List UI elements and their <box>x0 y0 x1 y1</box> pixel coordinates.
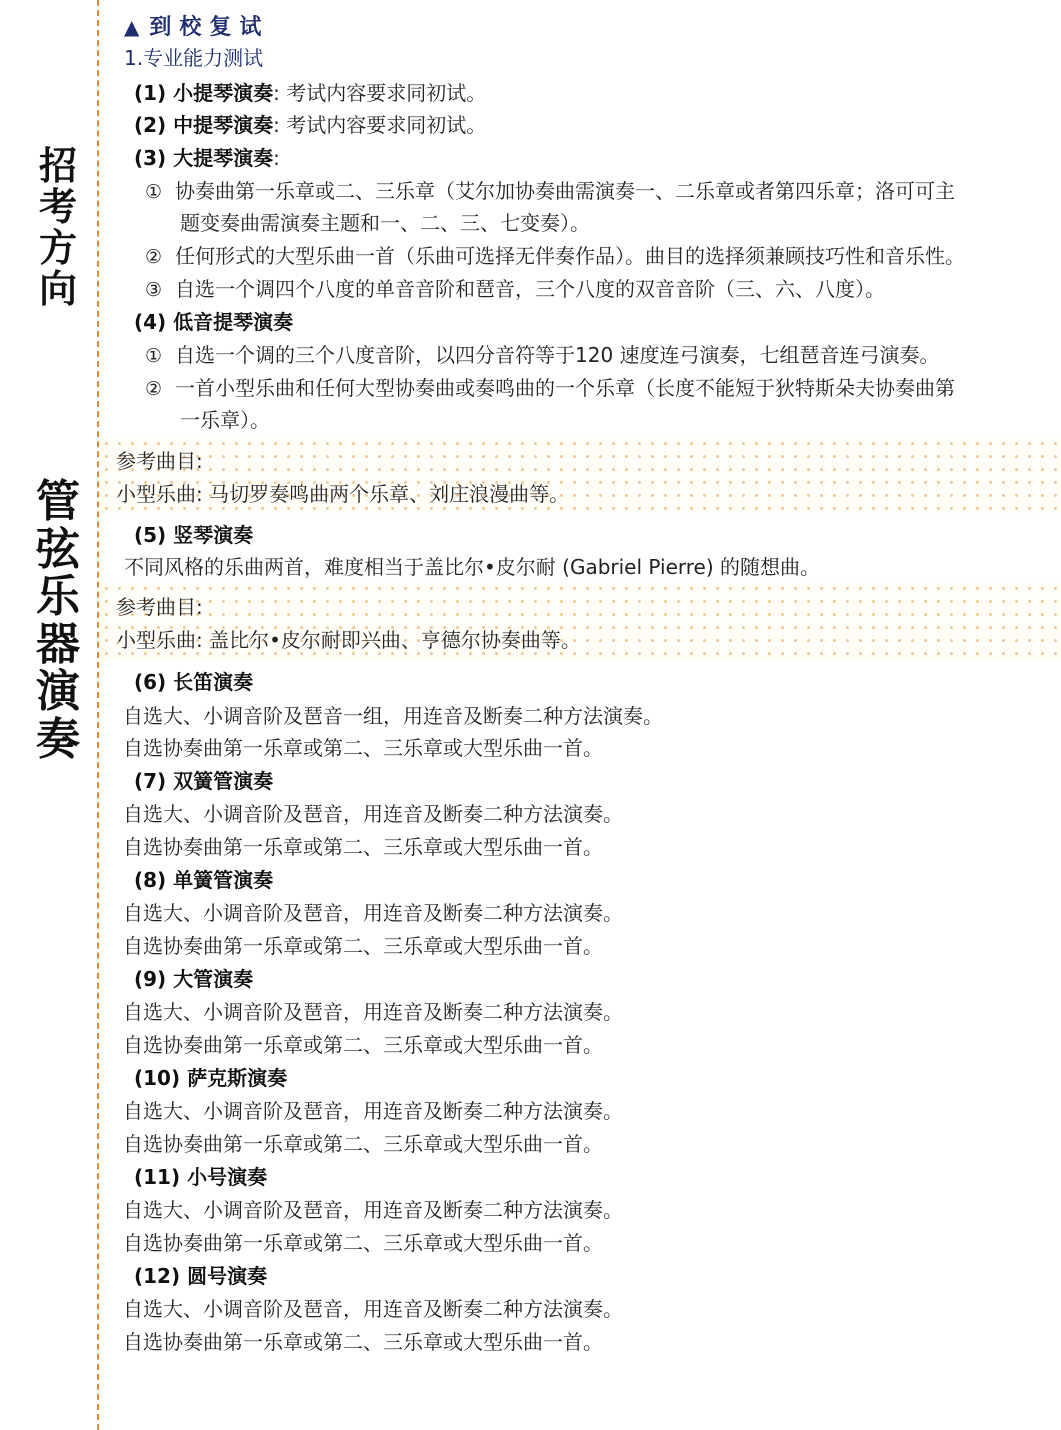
item-heading: (1) 小提琴演奏 <box>134 81 274 105</box>
req-text: 自选一个调的三个八度音阶，以四分音符等于120 速度连弓演奏，七组琶音连弓演奏。 <box>175 343 940 367</box>
item-line: 自选协奏曲第一乐章或第二、三乐章或大型乐曲一首。 <box>123 934 603 958</box>
item-heading: (8) 单簧管演奏 <box>134 868 274 892</box>
item-horn <box>134 1263 267 1289</box>
item-heading: (5) 竖琴演奏 <box>134 523 254 547</box>
item-line: 自选协奏曲第一乐章或第二、三乐章或大型乐曲一首。 <box>123 835 603 859</box>
item-cello <box>134 145 280 171</box>
triangle-icon: ▲ <box>124 15 140 39</box>
reference-title: 参考曲目: <box>116 449 203 473</box>
cello-req-3 <box>145 276 885 303</box>
item-heading: (6) 长笛演奏 <box>134 670 254 694</box>
req-text: 协奏曲第一乐章或二、三乐章（艾尔加协奏曲需演奏一、二乐章或者第四乐章；洛可可主 <box>175 179 955 203</box>
item-line: 自选大、小调音阶及琶音，用连音及断奏二种方法演奏。 <box>123 1000 623 1024</box>
item-violin <box>134 80 486 106</box>
item-line: 自选大、小调音阶及琶音，用连音及断奏二种方法演奏。 <box>123 1198 623 1222</box>
item-clarinet <box>134 867 273 893</box>
item-heading: (3) 大提琴演奏 <box>134 146 274 170</box>
circled-number-2: ② <box>145 246 163 268</box>
cello-req-2 <box>145 243 965 270</box>
item-description: : 考试内容要求同初试。 <box>273 81 487 105</box>
item-trumpet <box>134 1164 267 1190</box>
sidebar-char: 演 <box>36 666 80 718</box>
sidebar-char: 弦 <box>36 523 80 575</box>
item-line: 自选协奏曲第一乐章或第二、三乐章或大型乐曲一首。 <box>123 1330 603 1354</box>
circled-number-1: ① <box>145 345 163 367</box>
req-text: 自选一个调四个八度的单音音阶和琶音，三个八度的双音音阶（三、六、八度）。 <box>175 277 885 301</box>
cello-req-1 <box>145 178 955 205</box>
item-saxophone <box>134 1065 287 1091</box>
item-heading: (4) 低音提琴演奏 <box>134 310 294 334</box>
section-subtitle: 1.专业能力测试 <box>124 46 264 70</box>
req-text: 任何形式的大型乐曲一首（乐曲可选择无伴奏作品）。曲目的选择须兼顾技巧性和音乐性。 <box>175 244 965 268</box>
item-line: 自选大、小调音阶及琶音，用连音及断奏二种方法演奏。 <box>123 901 623 925</box>
reference-title: 参考曲目: <box>116 595 203 619</box>
item-line: 自选协奏曲第一乐章或第二、三乐章或大型乐曲一首。 <box>123 1033 603 1057</box>
cello-req-1-cont: 题变奏曲需演奏主题和一、二、三、七变奏）。 <box>180 211 590 235</box>
reference-text: 小型乐曲: 马切罗奏鸣曲两个乐章、刘庄浪漫曲等。 <box>116 482 570 506</box>
item-heading: (10) 萨克斯演奏 <box>134 1066 288 1090</box>
sidebar-char: 器 <box>36 618 80 670</box>
item-oboe <box>134 768 273 794</box>
item-description: : 考试内容要求同初试。 <box>273 113 487 137</box>
item-double-bass <box>134 309 293 335</box>
item-heading: (7) 双簧管演奏 <box>134 769 274 793</box>
item-line: 自选协奏曲第一乐章或第二、三乐章或大型乐曲一首。 <box>123 736 603 760</box>
circled-number-3: ③ <box>145 279 163 301</box>
circled-number-1: ① <box>145 181 163 203</box>
item-heading: (12) 圆号演奏 <box>134 1264 268 1288</box>
bass-req-2 <box>145 375 955 402</box>
item-line: 自选协奏曲第一乐章或第二、三乐章或大型乐曲一首。 <box>123 1231 603 1255</box>
reference-text: 小型乐曲: 盖比尔•皮尔耐即兴曲、亨德尔协奏曲等。 <box>116 628 581 652</box>
item-line: 自选协奏曲第一乐章或第二、三乐章或大型乐曲一首。 <box>123 1132 603 1156</box>
item-colon: : <box>273 146 280 170</box>
bass-req-2-cont: 一乐章）。 <box>180 408 270 432</box>
item-line: 自选大、小调音阶及琶音一组，用连音及断奏二种方法演奏。 <box>123 704 663 728</box>
sidebar-char: 奏 <box>36 713 80 765</box>
section-title-text: 到校复试 <box>149 15 270 40</box>
item-heading: (11) 小号演奏 <box>134 1165 268 1189</box>
req-text: 一首小型乐曲和任何大型协奏曲或奏鸣曲的一个乐章（长度不能短于狄特斯朵夫协奏曲第 <box>175 376 955 400</box>
item-bassoon <box>134 966 253 992</box>
item-flute <box>134 669 253 695</box>
sidebar-char: 管 <box>36 476 80 527</box>
item-line: 自选大、小调音阶及琶音，用连音及断奏二种方法演奏。 <box>123 802 623 826</box>
bass-req-1 <box>145 342 940 369</box>
section-title <box>124 14 269 41</box>
item-line: 自选大、小调音阶及琶音，用连音及断奏二种方法演奏。 <box>123 1099 623 1123</box>
sidebar-char: 方 <box>38 226 77 271</box>
sidebar-char: 乐 <box>36 571 80 623</box>
item-heading: (9) 大管演奏 <box>134 967 254 991</box>
sidebar-char: 向 <box>38 267 77 312</box>
item-harp <box>134 522 253 548</box>
item-viola <box>134 112 486 138</box>
item-line: 自选大、小调音阶及琶音，用连音及断奏二种方法演奏。 <box>123 1297 623 1321</box>
sidebar-char: 考 <box>38 185 77 230</box>
harp-description: 不同风格的乐曲两首，难度相当于盖比尔•皮尔耐 (Gabriel Pierre) 的随想曲。 <box>124 555 821 579</box>
item-heading: (2) 中提琴演奏 <box>134 113 274 137</box>
circled-number-2: ② <box>145 378 163 400</box>
sidebar-char: 招 <box>38 144 77 188</box>
